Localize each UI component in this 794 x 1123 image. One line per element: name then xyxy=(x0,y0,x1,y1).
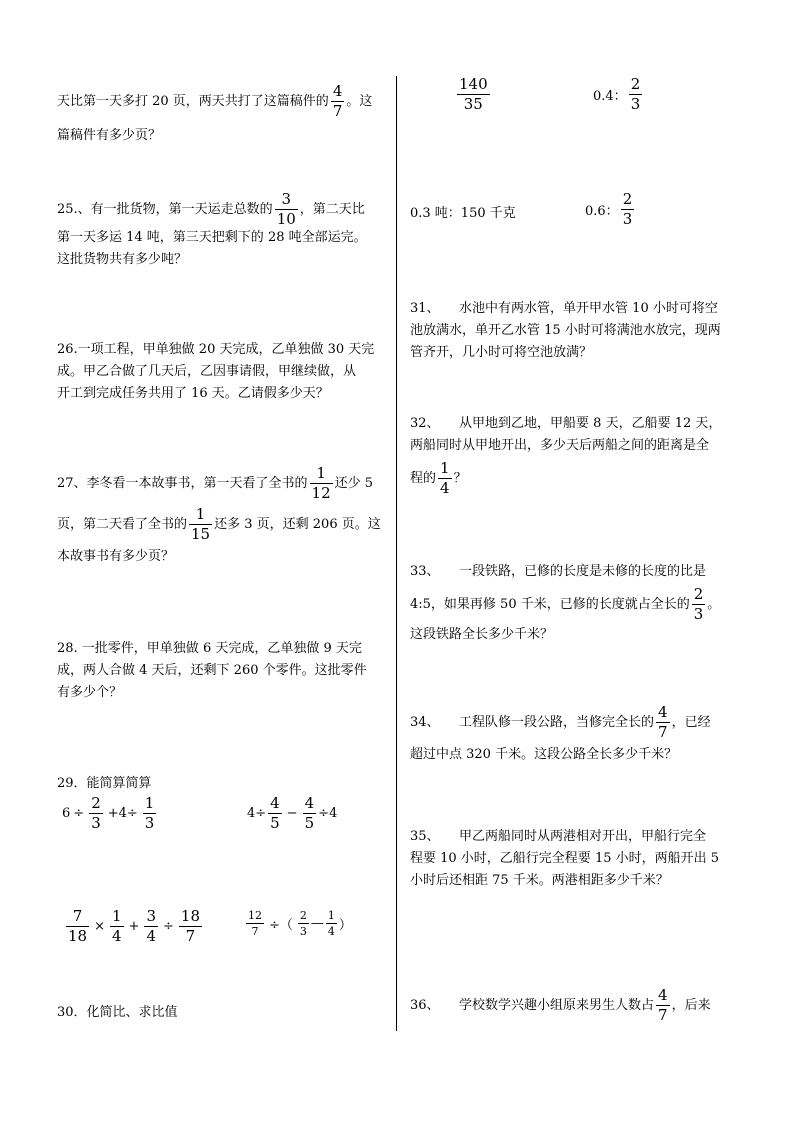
question-25: 25.、有一批货物，第一天运走总数的 $\frac{3}{10}$ ，第二天比 第一天多运 14 吨，第三天把剩下的 28 吨全部运完。 这批货物共有多少吨？ xyxy=(57,190,367,267)
column-divider xyxy=(396,76,397,1031)
fraction: $\frac{1}{12}$ xyxy=(311,464,331,502)
fraction: $\frac{3}{10}$ xyxy=(276,190,296,228)
question-34: 34、 工程队修一段公路，当修完全长的 $\frac{4}{7}$ ，已经 超过中点 320 千米。这段公路全长多少千米？ xyxy=(410,703,711,762)
question-30-title: 30．化简比、求比值 xyxy=(57,1005,178,1020)
fraction: $\frac{1}{15}$ xyxy=(191,505,211,543)
fraction: $\frac{1}{4}$ xyxy=(440,459,450,497)
expression-29-1: 6 ÷ $\frac{2}{3}$ +4÷ $\frac{1}{3}$ xyxy=(62,794,155,832)
ratio-0-4-to-2-3: 0.4： $\frac{2}{3}$ xyxy=(593,75,641,113)
expression-29-2: 4÷ $\frac{4}{5}$ − $\frac{4}{5}$ ÷4 xyxy=(247,794,338,832)
expression-29-4: $\frac{12}{7}$ ÷（ $\frac{2}{3}$ — $\frac{1}{4}$ ） xyxy=(248,909,352,938)
fraction: $\frac{4}{7}$ xyxy=(332,82,343,120)
fraction: $\frac{2}{3}$ xyxy=(693,585,704,623)
question-31: 31、 水池中有两水管，单开甲水管 10 小时可将空 池放满水，单开乙水管 15 小时可将满池水放完，现两 管齐开，几小时可将空池放满？ xyxy=(410,301,721,360)
ratio-tons-to-kg: 0.3 吨：150 千克 xyxy=(410,206,516,221)
expression-29-3: $\frac{7}{18}$ × $\frac{1}{4}$ + $\frac{3}{4}$ ÷ $\frac{18}{7}$ xyxy=(68,907,200,945)
question-24-tail: 天比第一天多打 20 页，两天共打了这篇稿件的 $\frac{4}{7}$ 。这 篇稿件有多少页？ xyxy=(57,82,373,143)
question-33: 33、 一段铁路，已修的长度是未修的长度的比是 4:5，如果再修 50 千米，已修的长度就占全长的 $\frac{2}{3}$ 。 这段铁路全长多少千米？ xyxy=(410,564,721,642)
fraction: $\frac{4}{7}$ xyxy=(658,986,668,1024)
question-27: 27、李冬看一本故事书，第一天看了全书的 $\frac{1}{12}$ 还少 5 页，第二天看了全书的 $\frac{1}{15}$ 还多 3 页，还剩 206 页。这 本故事书有多少页？ xyxy=(57,464,381,564)
ratio-fraction-140-35: $\frac{140}{35}$ xyxy=(459,75,488,113)
question-26: 26.一项工程，甲单独做 20 天完成，乙单独做 30 天完 成。甲乙合做了几天后，乙因事请假，甲继续做，从 开工到完成任务共用了 16 天。乙请假多少天？ xyxy=(57,342,375,401)
question-32: 32、 从甲地到乙地，甲船要 8 天，乙船要 12 天， 两船同时从甲地开出，多少天后两船之间的距离是全 程的 $\frac{1}{4}$ ？ xyxy=(410,416,722,497)
fraction: $\frac{4}{7}$ xyxy=(658,703,668,741)
question-35: 35、 甲乙两船同时从两港相对开出，甲船行完全 程要 10 小时，乙船行完全程要 15 小时，两船开出 5 小时后还相距 75 千米。两港相距多少千米？ xyxy=(410,829,720,888)
question-36: 36、 学校数学兴趣小组原来男生人数占 $\frac{4}{7}$ ，后来 xyxy=(410,986,711,1024)
question-29-title: 29．能简算简算 xyxy=(57,776,152,791)
question-28: 28. 一批零件，甲单独做 6 天完成，乙单独做 9 天完 成，两人合做 4 天后，还剩下 260 个零件。这批零件 有多少个？ xyxy=(57,641,367,700)
ratio-0-6-to-2-3: 0.6： $\frac{2}{3}$ xyxy=(585,190,633,228)
